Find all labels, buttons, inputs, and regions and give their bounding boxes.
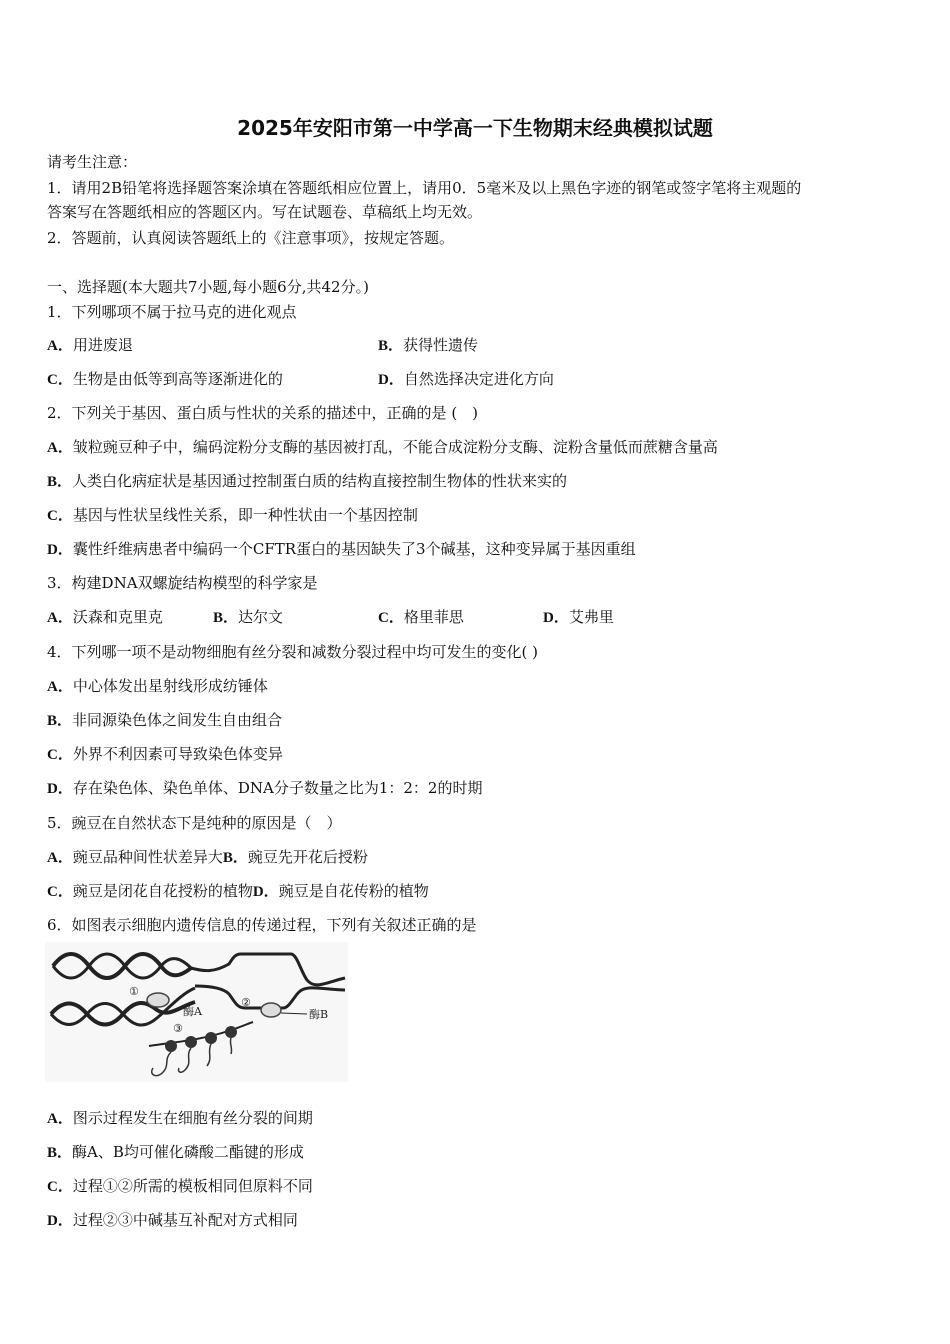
option-letter: D．: [378, 372, 404, 388]
option-letter: B．: [213, 610, 239, 626]
figure-label-enzyme-a: 酶A: [183, 1005, 202, 1018]
question-2-option-b[interactable]: [47, 471, 567, 492]
option-letter: C．: [47, 747, 73, 763]
question-2-option-c[interactable]: [47, 505, 418, 526]
option-letter: A．: [47, 610, 73, 626]
option-text: 酶A、B均可催化磷酸二酯键的形成: [72, 1143, 304, 1161]
option-text: 过程①②所需的模板相同但原料不同: [72, 1177, 313, 1195]
option-letter: C．: [378, 610, 404, 626]
question-5-options-cd: [47, 881, 429, 902]
option-text: 人类白化病症状是基因通过控制蛋白质的结构直接控制生物体的性状来实的: [72, 472, 568, 490]
enzyme-a-shape: [147, 993, 169, 1007]
option-letter: D．: [252, 884, 279, 900]
question-1-option-d[interactable]: [378, 369, 554, 390]
question-5-option-a[interactable]: [47, 848, 223, 866]
question-1-option-c[interactable]: [47, 369, 283, 390]
question-4-option-d[interactable]: [47, 778, 482, 799]
ribosome-3: [205, 1032, 217, 1044]
ribosome-1: [165, 1040, 177, 1052]
question-3-option-d[interactable]: [543, 607, 614, 628]
question-3-stem: 3．构建DNA双螺旋结构模型的科学家是: [47, 574, 318, 592]
question-2-option-d[interactable]: [47, 539, 636, 560]
option-text: 格里菲思: [403, 608, 464, 626]
option-letter: C．: [47, 1179, 73, 1195]
question-6-option-b[interactable]: [47, 1142, 304, 1163]
option-text: 自然选择决定进化方向: [403, 370, 554, 388]
figure-label-enzyme-b: 酶B: [309, 1008, 329, 1021]
ribosome-2: [185, 1036, 197, 1048]
notice-item-1-line-2: 答案写在答题纸相应的答题区内。写在试题卷、草稿纸上均无效。: [47, 203, 483, 221]
enzyme-b-pointer: [281, 1013, 307, 1014]
dna-strand-lower-2: [51, 988, 195, 1025]
option-text: 过程②③中碱基互补配对方式相同: [72, 1211, 298, 1229]
gene-expression-figure: [45, 942, 348, 1082]
question-4-option-c[interactable]: [47, 744, 283, 765]
option-text: 存在染色体、染色单体、DNA分子数量之比为1：2：2的时期: [72, 779, 483, 797]
question-5-stem: 5．豌豆在自然状态下是纯种的原因是（ ）: [47, 814, 342, 832]
question-6-stem: 6．如图表示细胞内遗传信息的传递过程，下列有关叙述正确的是: [47, 916, 477, 934]
option-text: 外界不利因素可导致染色体变异: [72, 745, 283, 763]
option-text: 艾弗里: [568, 608, 614, 626]
question-3-option-a[interactable]: [47, 607, 163, 628]
option-text: 豌豆先开花后授粉: [247, 848, 368, 866]
option-letter: B．: [378, 338, 404, 354]
question-3-option-c[interactable]: [378, 607, 464, 628]
question-4-stem: 4．下列哪一项不是动物细胞有丝分裂和减数分裂过程中均可发生的变化( ): [47, 643, 539, 661]
notice-item-2: 2．答题前，认真阅读答题纸上的《注意事项》，按规定答题。: [47, 229, 455, 247]
option-text: 非同源染色体之间发生自由组合: [72, 711, 283, 729]
template-strand-top: [191, 954, 345, 985]
peptide-chain-1: [152, 1052, 171, 1076]
option-letter: C．: [47, 372, 73, 388]
option-letter: D．: [47, 1213, 73, 1229]
question-4-option-b[interactable]: [47, 710, 282, 731]
option-text: 沃森和克里克: [72, 608, 163, 626]
section-heading: 一、选择题(本大题共7小题,每小题6分,共42分。): [47, 278, 369, 296]
peptide-chain-3: [207, 1044, 211, 1066]
peptide-chain-4: [230, 1038, 231, 1054]
enzyme-b-shape: [261, 1003, 281, 1017]
option-text: 用进废退: [72, 336, 133, 354]
option-letter: D．: [543, 610, 569, 626]
notice-item-1-line-1: 1．请用2B铅笔将选择题答案涂填在答题纸相应位置上，请用0．5毫米及以上黑色字迹的钢笔或签字笔将主观题的: [47, 179, 802, 197]
question-4-option-a[interactable]: [47, 676, 268, 697]
question-2-option-a[interactable]: [47, 437, 718, 458]
option-letter: B．: [47, 1145, 73, 1161]
option-letter: A．: [47, 338, 73, 354]
figure-label-2: ②: [241, 996, 251, 1009]
question-6-option-c[interactable]: [47, 1176, 313, 1197]
option-letter: A．: [47, 679, 73, 695]
figure-label-1: ①: [129, 985, 139, 998]
question-1-stem: 1．下列哪项不属于拉马克的进化观点: [47, 303, 297, 321]
option-letter: B．: [47, 474, 73, 490]
question-5-option-b[interactable]: [223, 848, 368, 866]
notice-heading: 请考生注意：: [47, 153, 138, 171]
option-text: 图示过程发生在细胞有丝分裂的间期: [72, 1109, 313, 1127]
option-letter: C．: [47, 508, 73, 524]
question-2-stem: 2．下列关于基因、蛋白质与性状的关系的描述中，正确的是 ( ): [47, 404, 479, 422]
question-5-option-d[interactable]: [253, 882, 429, 900]
option-text: 中心体发出星射线形成纺锤体: [72, 677, 268, 695]
question-6-option-d[interactable]: [47, 1210, 298, 1231]
option-text: 豌豆是自花传粉的植物: [278, 882, 429, 900]
question-1-option-a[interactable]: [47, 335, 133, 356]
option-letter: B．: [47, 713, 73, 729]
figure-label-3: ③: [173, 1022, 183, 1035]
option-text: 豌豆是闭花自花授粉的植物: [72, 882, 253, 900]
ribosome-4: [225, 1026, 237, 1038]
option-letter: A．: [47, 850, 73, 866]
option-text: 获得性遗传: [403, 336, 479, 354]
option-letter: D．: [47, 781, 73, 797]
option-letter: C．: [47, 884, 73, 900]
question-6-option-a[interactable]: [47, 1108, 313, 1129]
option-letter: A．: [47, 1111, 73, 1127]
option-text: 基因与性状呈线性关系，即一种性状由一个基因控制: [72, 506, 418, 524]
question-3-option-b[interactable]: [213, 607, 283, 628]
option-text: 生物是由低等到高等逐渐进化的: [72, 370, 283, 388]
option-text: 囊性纤维病患者中编码一个CFTR蛋白的基因缺失了3个碱基，这种变异属于基因重组: [72, 540, 636, 558]
option-letter: A．: [47, 440, 73, 456]
option-text: 达尔文: [238, 608, 284, 626]
page-title: 2025年安阳市第一中学高一下生物期末经典模拟试题: [237, 116, 713, 140]
question-5-option-c[interactable]: [47, 882, 253, 900]
mrna-strand: [149, 1022, 253, 1046]
question-5-options-ab: [47, 847, 368, 868]
option-letter: D．: [47, 542, 73, 558]
option-letter: B．: [222, 850, 248, 866]
option-text: 皱粒豌豆种子中，编码淀粉分支酶的基因被打乱，不能合成淀粉分支酶、淀粉含量低而蔗糖含量高: [72, 438, 718, 456]
option-text: 豌豆品种间性状差异大: [72, 848, 223, 866]
peptide-chain-2: [178, 1048, 191, 1072]
question-1-option-b[interactable]: [378, 335, 478, 356]
